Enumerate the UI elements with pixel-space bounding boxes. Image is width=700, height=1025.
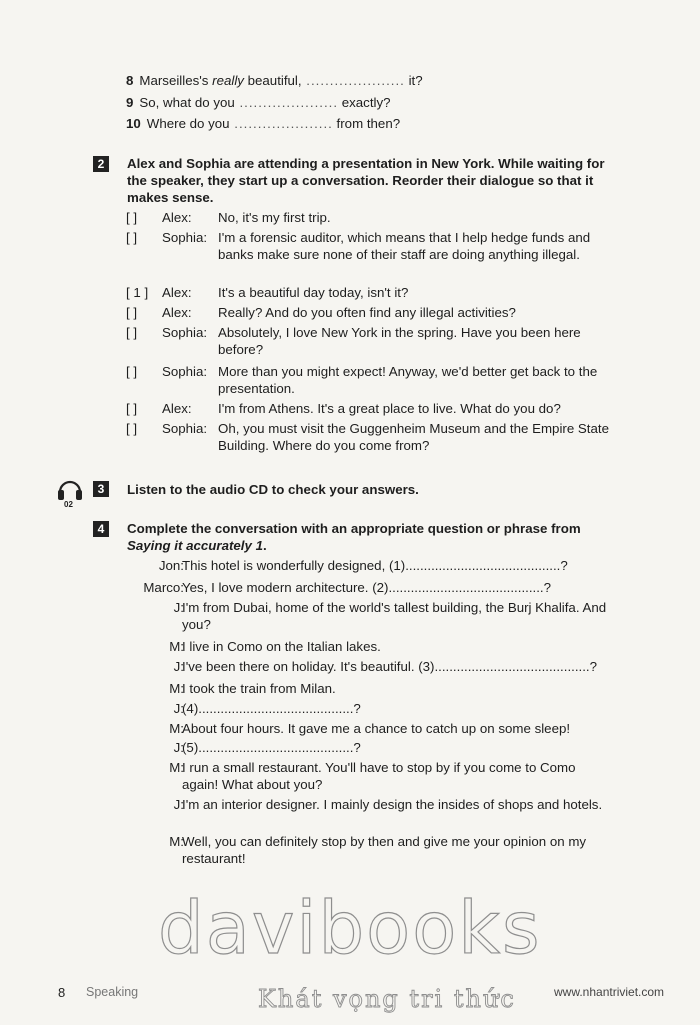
exercise-item-8: 8 Marseilles's really beautiful, ..................... it? — [126, 73, 423, 88]
page-number: 8 — [58, 985, 66, 1000]
section-2-instruction: Alex and Sophia are attending a presentation in New York. While waiting for the speaker, they start up a conversation. Reorder their dialogue so that it makes sense. — [127, 156, 605, 205]
cd-track-number: 02 — [64, 500, 73, 509]
footer-section-title: Speaking — [86, 985, 139, 999]
section-4-number: 4 — [93, 521, 109, 537]
exercise-item-9: 9 So, what do you ..................... exactly? — [126, 95, 391, 110]
exercise-item-10: 10 Where do you ..................... from then? — [126, 116, 401, 131]
section-4-instruction: Complete the conversation with an appropriate question or phrase from Saying it accurately 1. — [127, 521, 581, 553]
workbook-page: 8 Marseilles's really beautiful, ..................... it? 9 So, what do you ..................... exactly? 10 Where do you ..................... from then? 2 Alex and Sophia are attending a presentation in New York. While waiting for the speaker, they start up a conversation. Reorder their dialogue so that it makes sense. [ ] Alex: No, it's my first trip. [ ] Sophia: I'm a forensic auditor, which means that I help hedge funds and banks make sure none of their staff are doing anything illegal. [ 1 ] Alex: It's a beautiful day today, isn't it? [ ] Alex: Really? And do you often find any illegal activities? [ ] Sophia: Absolutely, I love New York in the spring. Have you been here before? [ ] Sophia: More than you might expect! Anyway, we'd better get back to the presentation. [ ] Alex: I'm from Athens. It's a great place to live. What do you do? [ ] Sophia: Oh, you must visit the Guggenheim Museum and the Empire State Building. Where do you come from? 02 3 Listen to the audio CD to check your answers. 4 Complete the conversation with an appropriate question or phrase from Saying it accurately 1. Jon: This hotel is wonderfully designed, (1)..........................................? Marco: Yes, I love modern architecture. (2)..........................................? J: I'm from Dubai, home of the world's tallest building, the Burj Khalifa. And you? M: I live in Como on the Italian lakes. J: I've been there on holiday. It's beautiful. (3)..........................................? M: I took the train from Milan. J: (4)..........................................? M: About four hours. It gave me a chance to catch up on some sleep! J: (5)..........................................? M: I run a small restaurant. You'll have to stop by if you come to Como again! What about you? J: I'm an interior designer. I mainly design the insides of shops and hotels. M: Well, you can definitely stop by then and give me your opinion on my restaurant! davibooks Khát vọng tri thức 8 Speaking www.nhantriviet.com — [58, 73, 665, 1013]
section-3-instruction: Listen to the audio CD to check your answers. — [127, 482, 419, 497]
watermark-brand: davibooks — [158, 886, 542, 970]
footer-website: www.nhantriviet.com — [554, 985, 665, 999]
section-2-number: 2 — [93, 156, 109, 172]
watermark-slogan: Khát vọng tri thức — [258, 985, 516, 1013]
section-3-number: 3 — [93, 481, 109, 497]
